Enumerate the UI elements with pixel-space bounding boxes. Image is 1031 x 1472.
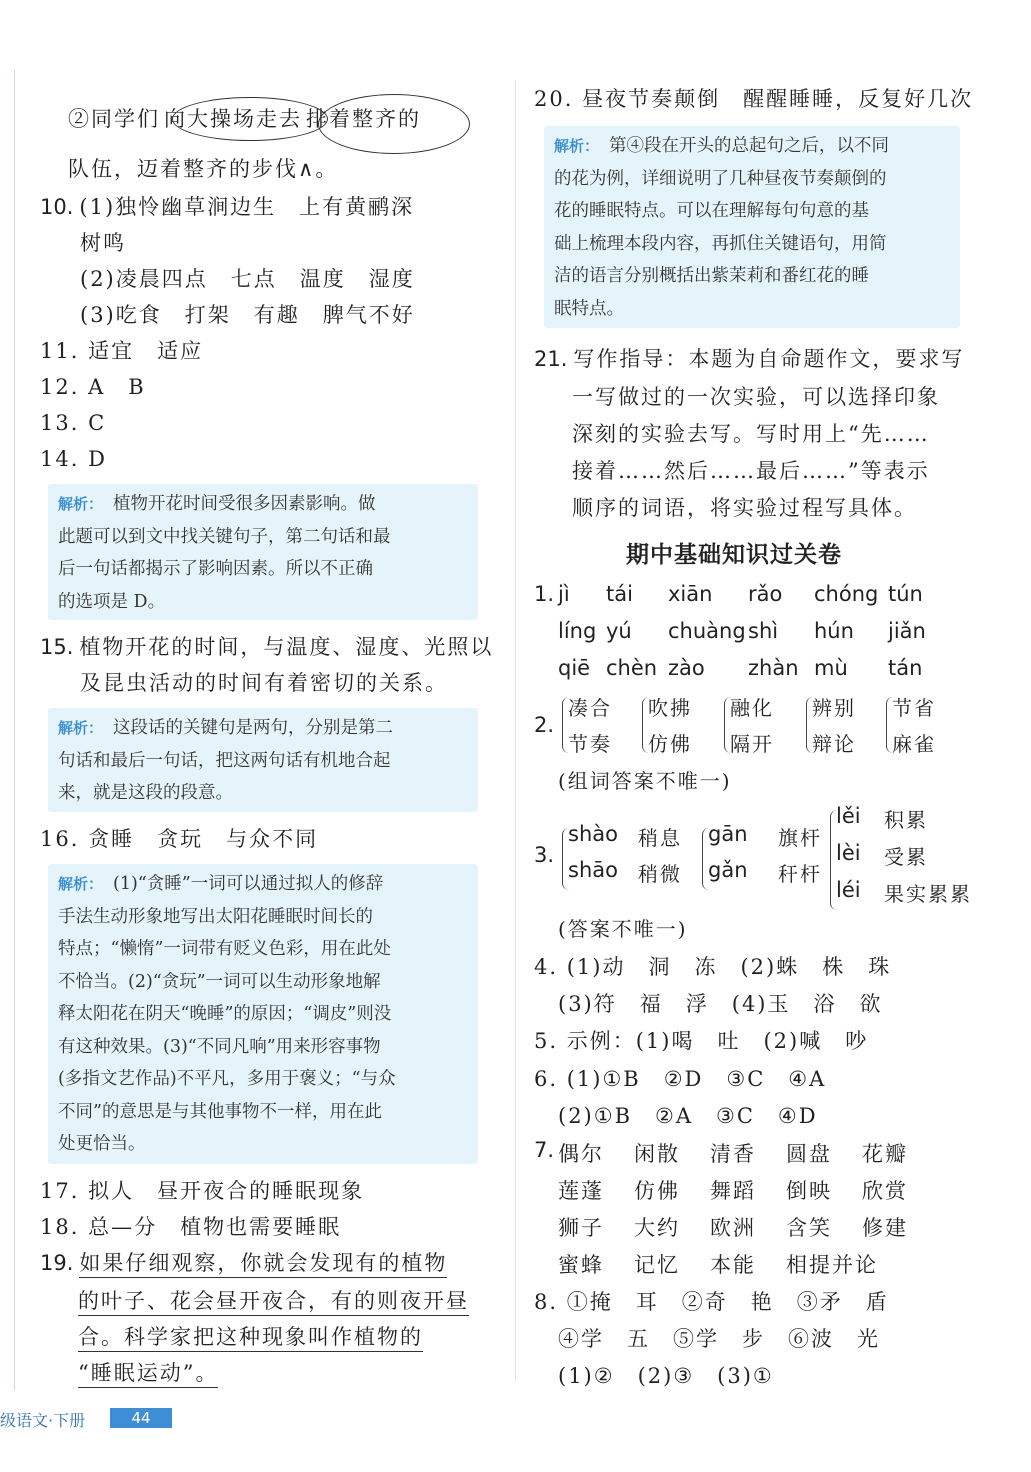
analysis-box-20: 解析： 第④段在开头的总起句之后，以不同 的花为例，详细说明了几种昼夜节奏颠倒的 花的睡眠特点。可以在理解每句句意的基 础上梳理本段内容，再抓住关键语句，用简 洁的语言分别概括出紫茉莉和番红花的睡 眠特点。 [544, 126, 960, 328]
q3-pinyin: léi [836, 878, 861, 902]
q2-word: 辩论 [812, 732, 856, 756]
q19-line1: 19. 如果仔细观察，你就会发现有的植物 [40, 1248, 447, 1278]
analysis-box-16: 解析： (1)“贪睡”一词可以通过拟人的修辞 手法生动形象地写出太阳花睡眠时间长的 特点；“懒惰”一词带有贬义色彩，用在此处 不恰当。(2)“贪玩”一词可以生动形象地解 释太阳花在阴天“晚睡”的原因；“调皮”则没 有这种效果。(3)“不同凡响”用来形容事物 (多指文艺作品)不平凡，多用于褒义；“与众 不同”的意思是与其他事物不一样，用在此 处更恰当。 [48, 864, 478, 1164]
analysis-box-14: 解析： 植物开花时间受很多因素影响。做 此题可以到文中找关键句子，第二句话和最 后一句话都揭示了影响因素。所以不正确 的选项是 D。 [48, 484, 478, 620]
q1-num: 1. [534, 582, 555, 606]
page-number: 44 [110, 1408, 172, 1428]
q7-word: 圆盘 [786, 1142, 832, 1166]
analysis-tag: 解析： [58, 875, 104, 893]
q1-pinyin-item: xiān [668, 582, 713, 606]
q3-word: 稍息 [638, 826, 682, 850]
q2-word: 辨别 [812, 696, 856, 720]
q7-word: 仿佛 [634, 1179, 680, 1203]
q13: 13. C [40, 411, 107, 435]
q2-word: 融化 [730, 696, 774, 720]
q7-word: 偶尔 [558, 1142, 604, 1166]
q9-text-a: ②同学们 [68, 107, 160, 131]
q9-line2: 队伍，迈着整齐的步伐∧。 [68, 157, 339, 181]
q3-pinyin: gān [708, 822, 748, 846]
column-divider [515, 80, 516, 1380]
q21-line2: 一写做过的一次实验，可以选择印象 [572, 385, 940, 409]
q1-pinyin-item: hún [814, 619, 854, 643]
q5: 5. 示例：(1)喝 吐 (2)喊 吵 [534, 1029, 869, 1053]
analysis-tag: 解析： [58, 719, 104, 737]
q10-line1: 10. (1)独怜幽草涧边生 上有黄鹂深 [40, 195, 415, 219]
q8-line3: (1)② (2)③ (3)① [558, 1364, 774, 1388]
q2-word: 仿佛 [648, 732, 692, 756]
q7-word: 莲蓬 [558, 1179, 604, 1203]
q17: 17. 拟人 昼开夜合的睡眠现象 [40, 1179, 365, 1203]
q1-pinyin-item: tái [606, 582, 633, 606]
q3-word: 旗杆 [778, 826, 822, 850]
q7-word: 修建 [862, 1216, 908, 1240]
q11: 11. 适宜 适应 [40, 339, 204, 363]
q19-line2: 的叶子、花会昼开夜合，有的则夜开昼 [78, 1286, 469, 1316]
q1-pinyin-item: jì [558, 582, 570, 606]
q7-num: 7. [534, 1138, 555, 1162]
q6-line1: 6. (1)①B ②D ③C ④A [534, 1067, 827, 1091]
q1-pinyin-item: chèn [606, 656, 658, 680]
analysis-tag: 解析： [58, 495, 104, 513]
q21-line3: 深刻的实验去写。写时用上“先…… [572, 422, 930, 446]
q14: 14. D [40, 447, 107, 471]
q9-text-b: 排着整齐的 [306, 107, 421, 131]
q3-word: 积累 [884, 808, 928, 832]
q1-pinyin-item: chóng [814, 582, 879, 606]
q16: 16. 贪睡 贪玩 与众不同 [40, 827, 319, 851]
q3-pinyin: lèi [836, 841, 861, 865]
q7-word: 倒映 [786, 1179, 832, 1203]
footer-book-label: 级语文·下册 [0, 1411, 86, 1430]
page-margin-rule [14, 70, 15, 1390]
analysis-box-15: 解析： 这段话的关键句是两句，分别是第二 句话和最后一句话，把这两句话有机地合起 来，就是这段的段意。 [48, 708, 478, 812]
circle-mark-2 [318, 94, 470, 154]
q4-line1: 4. (1)动 洞 冻 (2)蛛 株 珠 [534, 955, 892, 979]
q1-pinyin-item: yú [606, 619, 632, 643]
q1-pinyin-item: jiǎn [888, 619, 926, 643]
q3-word: 稍微 [638, 862, 682, 886]
q2-note: (组词答案不唯一) [558, 769, 732, 793]
q7-word: 闲散 [634, 1142, 680, 1166]
q21-line4: 接着……然后……最后……”等表示 [572, 459, 930, 483]
q2-word: 节省 [892, 696, 936, 720]
q9-circled-phrase: 向大操场走去 [164, 107, 302, 131]
q21-line5: 顺序的词语，将实验过程写具体。 [572, 496, 917, 520]
q19-line3: 合。科学家把这种现象叫作植物的 [78, 1322, 423, 1352]
q3-word: 果实累累 [884, 882, 972, 906]
q7-word: 含笑 [786, 1216, 832, 1240]
q12: 12. A B [40, 375, 146, 399]
analysis-tag: 解析： [554, 137, 600, 155]
q1-pinyin-item: zhàn [748, 656, 799, 680]
q10-line4: (3)吃食 打架 有趣 脾气不好 [80, 303, 415, 327]
q2-word: 节奏 [568, 732, 612, 756]
q10-line2: 树鸣 [80, 231, 126, 255]
q1-pinyin-item: líng [558, 619, 597, 643]
q18: 18. 总—分 植物也需要睡眠 [40, 1215, 342, 1239]
q19-line4: “睡眠运动”。 [78, 1358, 218, 1388]
q15-line2: 及昆虫活动的时间有着密切的关系。 [80, 671, 448, 695]
q7-word: 记忆 [634, 1253, 680, 1277]
q21-line1: 21. 写作指导：本题为自命题作文，要求写 [534, 347, 965, 371]
q2-word: 吹拂 [648, 696, 692, 720]
q7-word: 欧洲 [710, 1216, 756, 1240]
q3-word: 受累 [884, 845, 928, 869]
q3-pinyin: gǎn [708, 858, 748, 882]
q10-line3: (2)凌晨四点 七点 温度 湿度 [80, 267, 415, 291]
q1-pinyin-item: qiē [558, 656, 591, 680]
q7-word: 相提并论 [786, 1253, 878, 1277]
q2-num: 2. [534, 713, 555, 737]
q1-pinyin-item: tán [888, 656, 923, 680]
q7-word: 清香 [710, 1142, 756, 1166]
q3-pinyin: shāo [568, 858, 618, 882]
q8-line2: ④学 五 ⑤学 步 ⑥波 光 [558, 1327, 880, 1351]
q4-line2: (3)符 福 浮 (4)玉 浴 欲 [558, 992, 883, 1016]
insert-mark: ∧。 [298, 157, 339, 181]
q1-pinyin-item: chuàng [668, 619, 746, 643]
q3-pinyin: shào [568, 822, 618, 846]
q1-pinyin-item: tún [888, 582, 923, 606]
q7-word: 蜜蜂 [558, 1253, 604, 1277]
q6-line2: (2)①B ②A ③C ④D [558, 1104, 818, 1128]
q3-pinyin: lěi [836, 804, 861, 828]
q3-word: 秆杆 [778, 862, 822, 886]
q7-word: 欣赏 [862, 1179, 908, 1203]
q7-word: 大约 [634, 1216, 680, 1240]
q7-word: 本能 [710, 1253, 756, 1277]
q2-word: 凑合 [568, 696, 612, 720]
q7-word: 花瓣 [862, 1142, 908, 1166]
q8-line1: 8. ①掩 耳 ②奇 艳 ③矛 盾 [534, 1290, 889, 1314]
q7-word: 狮子 [558, 1216, 604, 1240]
q20: 20. 昼夜节奏颠倒 醒醒睡睡，反复好几次 [534, 87, 974, 111]
circle-mark [172, 97, 328, 141]
q2-word: 隔开 [730, 732, 774, 756]
q15-line1: 15. 植物开花的时间，与温度、湿度、光照以 [40, 635, 494, 659]
q2-word: 麻雀 [892, 732, 936, 756]
q3-num: 3. [534, 843, 555, 867]
q3-note: (答案不唯一) [558, 917, 688, 941]
q1-pinyin-item: mù [814, 656, 848, 680]
q1-pinyin-item: zào [668, 656, 705, 680]
q1-pinyin-item: shì [748, 619, 779, 643]
q7-word: 舞蹈 [710, 1179, 756, 1203]
section-title: 期中基础知识过关卷 [626, 542, 842, 568]
q1-pinyin-item: rǎo [748, 582, 783, 606]
